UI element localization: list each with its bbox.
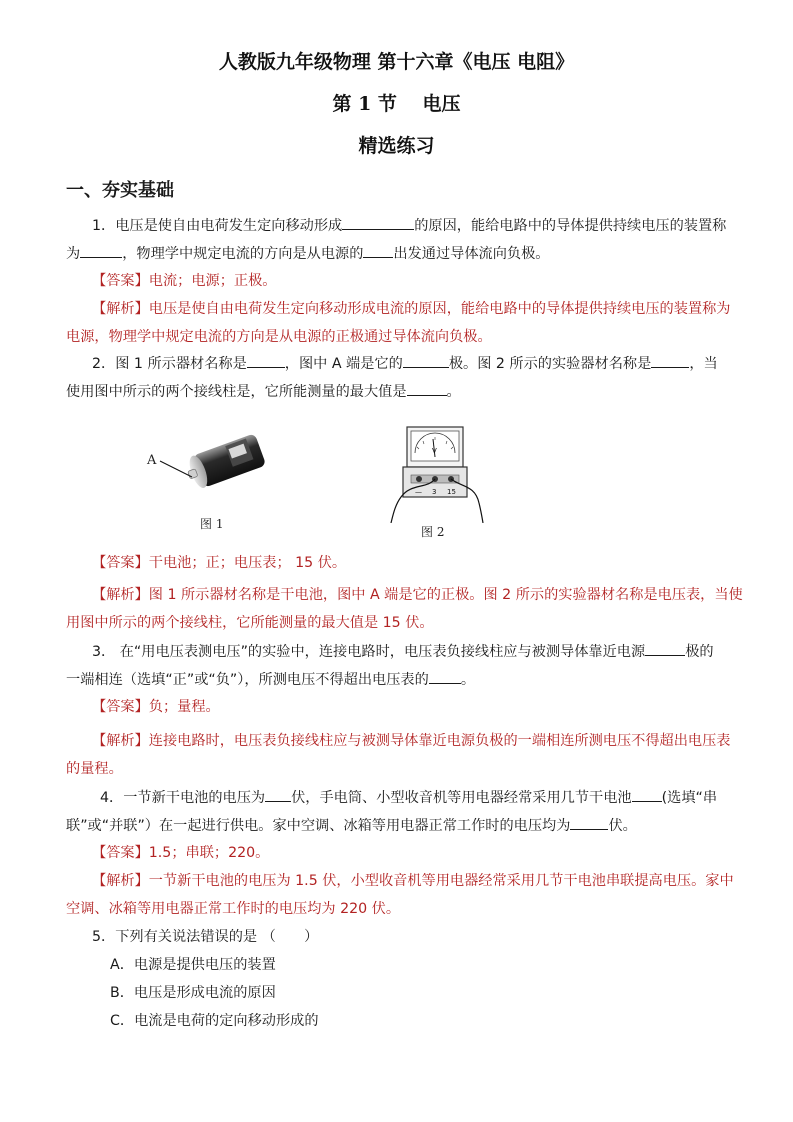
q3-text: 极的 bbox=[685, 644, 714, 660]
q3-blank-2 bbox=[429, 669, 461, 684]
q4-analysis-2: 空调、冰箱等用电器正常工作时的电压均为 220 伏。 bbox=[66, 901, 401, 917]
q2-text: ，图中 A 端是它的 bbox=[284, 356, 403, 372]
q2-text: 极。图 2 所示的实验器材名称是 bbox=[448, 356, 652, 372]
q1-blank-2 bbox=[80, 243, 122, 258]
q1-analysis-2: 电源，物理学中规定电流的方向是从电源的正极通过导体流向负极。 bbox=[66, 329, 492, 345]
q3-answer bbox=[92, 697, 762, 717]
voltmeter-illustration bbox=[385, 423, 485, 523]
q2-analysis-1 bbox=[92, 585, 762, 605]
q4-text: 伏。 bbox=[608, 818, 637, 834]
q3-text: 一端相连（选填“正”或“负”），所测电压不得超出电压表的 bbox=[66, 672, 429, 688]
q4-text: (选填“串 bbox=[661, 790, 718, 806]
q1-text: 1．电压是使自由电荷发生定向移动形成 bbox=[92, 218, 343, 234]
q5-stem: 5．下列有关说法错误的是 （ ） bbox=[92, 929, 319, 945]
q5-option-a[interactable]: A．电源是提供电压的装置 bbox=[110, 957, 276, 973]
section-title: 第 1 节 电压 bbox=[332, 93, 461, 115]
figure-1-caption: 图 1 bbox=[200, 517, 224, 531]
q1-text: 的原因，能给电路中的导体提供持续电压的装置称 bbox=[414, 218, 727, 234]
q1-text: 出发通过导体流向负极。 bbox=[393, 246, 550, 262]
answer-tag: 【答案】 bbox=[92, 555, 149, 571]
q1-analysis-1 bbox=[92, 299, 762, 319]
q4-text: 4．一节新干电池的电压为 bbox=[100, 790, 266, 806]
q3-text: 。 bbox=[460, 672, 476, 688]
voltmeter-unit-label: V bbox=[432, 447, 437, 455]
q2-analysis-2: 用图中所示的两个接线柱，它所能测量的最大值是 15 伏。 bbox=[66, 615, 434, 631]
analysis-text: 一节新干电池的电压为 1.5 伏，小型收音机等用电器经常采用几节干电池串联提高电压。家中 bbox=[148, 873, 734, 889]
q2-answer bbox=[92, 553, 762, 573]
q1-answer bbox=[92, 271, 762, 291]
terminal-negative[interactable] bbox=[416, 476, 422, 482]
q4-line-1 bbox=[100, 787, 770, 808]
part-heading: 一、夯实基础 bbox=[66, 180, 174, 201]
q5-option-c[interactable]: C．电流是电荷的定向移动形成的 bbox=[110, 1013, 319, 1029]
figure-1-battery bbox=[140, 425, 280, 535]
analysis-tag: 【解析】 bbox=[92, 301, 149, 317]
q1-blank-3 bbox=[363, 243, 393, 258]
terminal-label: — bbox=[415, 488, 422, 496]
terminal-label: 3 bbox=[432, 488, 437, 496]
q1-line-2 bbox=[66, 243, 736, 264]
q4-analysis-1 bbox=[92, 871, 762, 891]
q3-analysis-1 bbox=[92, 731, 762, 751]
q1-text: ，物理学中规定电流的方向是从电源的 bbox=[122, 246, 364, 262]
q2-blank-2 bbox=[403, 353, 449, 368]
document-title: 人教版九年级物理 第十六章《电压 电阻》 bbox=[218, 51, 575, 73]
q2-text: 使用图中所示的两个接线柱是，它所能测量的最大值是 bbox=[66, 384, 407, 400]
q3-analysis-2: 的量程。 bbox=[66, 761, 123, 777]
q1-blank-1 bbox=[342, 215, 414, 230]
q4-text: 联”或“并联”）在一起进行供电。家中空调、冰箱等用电器正常工作时的电压均为 bbox=[66, 818, 571, 834]
q3-text: 3． 在“用电压表测电压”的实验中，连接电路时，电压表负接线柱应与被测导体靠近电源 bbox=[92, 644, 646, 660]
q2-blank-1 bbox=[247, 353, 285, 368]
answer-tag: 【答案】 bbox=[92, 845, 149, 861]
q4-line-2 bbox=[66, 815, 736, 836]
analysis-tag: 【解析】 bbox=[92, 587, 149, 603]
q4-blank-1 bbox=[265, 787, 291, 802]
answer-text: 负；量程。 bbox=[148, 699, 220, 715]
analysis-text: 图 1 所示器材名称是干电池，图中 A 端是它的正极。图 2 所示的实验器材名称是电压表，当使 bbox=[148, 587, 743, 603]
q2-blank-3 bbox=[651, 353, 689, 368]
analysis-text: 连接电路时，电压表负接线柱应与被测导体靠近电源负极的一端相连所测电压不得超出电压表 bbox=[148, 733, 731, 749]
figure-2-voltmeter bbox=[385, 423, 485, 543]
q4-answer bbox=[92, 843, 762, 863]
figure-1-label-a: A bbox=[147, 453, 157, 468]
answer-tag: 【答案】 bbox=[92, 273, 149, 289]
answer-tag: 【答案】 bbox=[92, 699, 149, 715]
q4-blank-3 bbox=[570, 815, 608, 830]
terminal-label: 15 bbox=[447, 488, 456, 496]
q2-text: 2．图 1 所示器材名称是 bbox=[92, 356, 247, 372]
analysis-tag: 【解析】 bbox=[92, 733, 149, 749]
q3-line-1 bbox=[92, 641, 762, 662]
q4-blank-2 bbox=[632, 787, 662, 802]
q2-text: ，当 bbox=[689, 356, 718, 372]
answer-text: 干电池；正；电压表； 15 伏。 bbox=[148, 555, 347, 571]
q2-blank-4 bbox=[407, 381, 447, 396]
analysis-tag: 【解析】 bbox=[92, 873, 149, 889]
q5-option-b[interactable]: B．电压是形成电流的原因 bbox=[110, 985, 276, 1001]
answer-text: 电流；电源；正极。 bbox=[148, 273, 277, 289]
q1-text: 为 bbox=[66, 246, 81, 262]
q2-text: 。 bbox=[446, 384, 461, 400]
answer-text: 1.5；串联；220。 bbox=[148, 845, 270, 861]
q2-line-2 bbox=[66, 381, 736, 402]
q4-text: 伏，手电筒、小型收音机等用电器经常采用几节干电池 bbox=[291, 790, 632, 806]
q3-blank-1 bbox=[645, 641, 685, 656]
q2-line-1 bbox=[92, 353, 762, 374]
exercise-subtitle: 精选练习 bbox=[358, 135, 435, 157]
figure-2-caption: 图 2 bbox=[421, 525, 445, 539]
q3-line-2 bbox=[66, 669, 736, 690]
q1-line-1 bbox=[92, 215, 762, 236]
analysis-text: 电压是使自由电荷发生定向移动形成电流的原因，能给电路中的导体提供持续电压的装置称为 bbox=[148, 301, 731, 317]
